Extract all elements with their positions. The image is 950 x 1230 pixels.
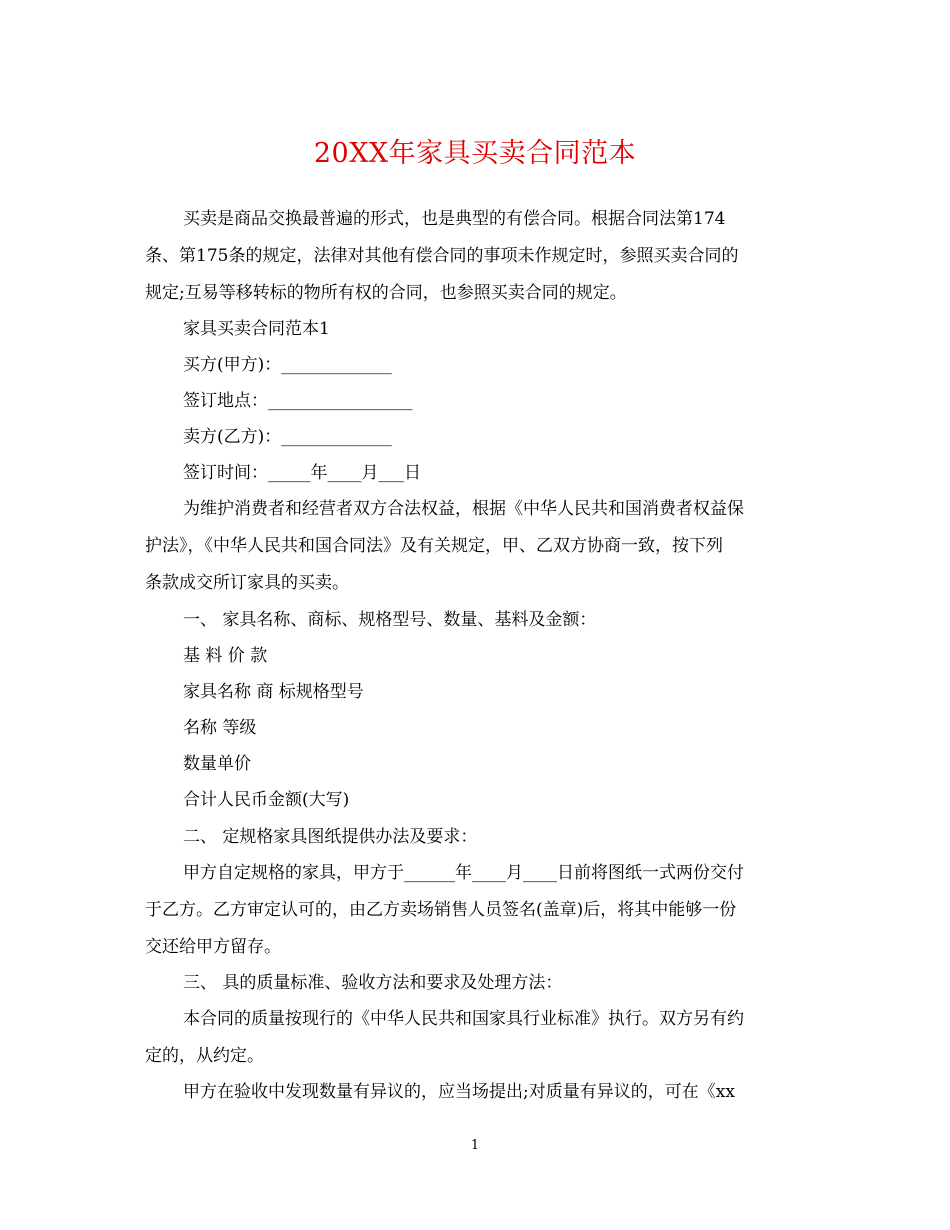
section3-last-line: 甲方在验收中发现数量有异议的，应当场提出;对质量有异议的，可在《xx bbox=[183, 1082, 735, 1102]
table-line: 名称 等级 bbox=[183, 718, 257, 738]
purpose-line: 为维护消费者和经营者双方合法权益，根据《中华人民共和国消费者权益保 bbox=[183, 499, 744, 519]
page-number: 1 bbox=[470, 1138, 480, 1153]
table-line: 合计人民币金额(大写) bbox=[183, 790, 350, 810]
section2-heading: 二、 定规格家具图纸提供办法及要求： bbox=[183, 827, 478, 847]
buyer-field: 买方(甲方)：_____________ bbox=[183, 355, 392, 375]
section2-line: 甲方自定规格的家具，甲方于______年____月____日前将图纸一式两份交付 bbox=[183, 863, 744, 883]
intro-line: 规定;互易等移转标的物所有权的合同，也参照买卖合同的规定。 bbox=[145, 283, 627, 303]
section2-line: 交还给甲方留存。 bbox=[145, 937, 281, 957]
section1-heading: 一、 家具名称、商标、规格型号、数量、基料及金额： bbox=[183, 610, 597, 630]
intro-line: 条、第175条的规定，法律对其他有偿合同的事项未作规定时，参照买卖合同的 bbox=[145, 246, 739, 266]
purpose-line: 护法》，《中华人民共和国合同法》及有关规定，甲、乙双方协商一致，按下列 bbox=[145, 536, 723, 556]
table-line: 家具名称 商 标规格型号 bbox=[183, 682, 364, 702]
table-line: 基 料 价 款 bbox=[183, 646, 268, 666]
signing-place-field: 签订地点：_________________ bbox=[183, 391, 413, 411]
table-line: 数量单价 bbox=[183, 754, 251, 774]
sample-heading: 家具买卖合同范本1 bbox=[183, 319, 330, 339]
purpose-line: 条款成交所订家具的买卖。 bbox=[145, 573, 349, 593]
section2-line: 于乙方。乙方审定认可的，由乙方卖场销售人员签名(盖章)后，将其中能够一份 bbox=[145, 900, 737, 920]
seller-field: 卖方(乙方)：_____________ bbox=[183, 427, 392, 447]
section3-line: 本合同的质量按现行的《中华人民共和国家具行业标准》执行。双方另有约 bbox=[183, 1009, 744, 1029]
section3-line: 定的，从约定。 bbox=[145, 1046, 264, 1066]
intro-line: 买卖是商品交换最普遍的形式，也是典型的有偿合同。根据合同法第174 bbox=[183, 209, 726, 229]
signing-time-field: 签订时间：_____年____月___日 bbox=[183, 463, 421, 483]
document-title: 20XX年家具买卖合同范本 bbox=[313, 138, 637, 169]
section3-heading: 三、 具的质量标准、验收方法和要求及处理方法： bbox=[183, 973, 563, 993]
